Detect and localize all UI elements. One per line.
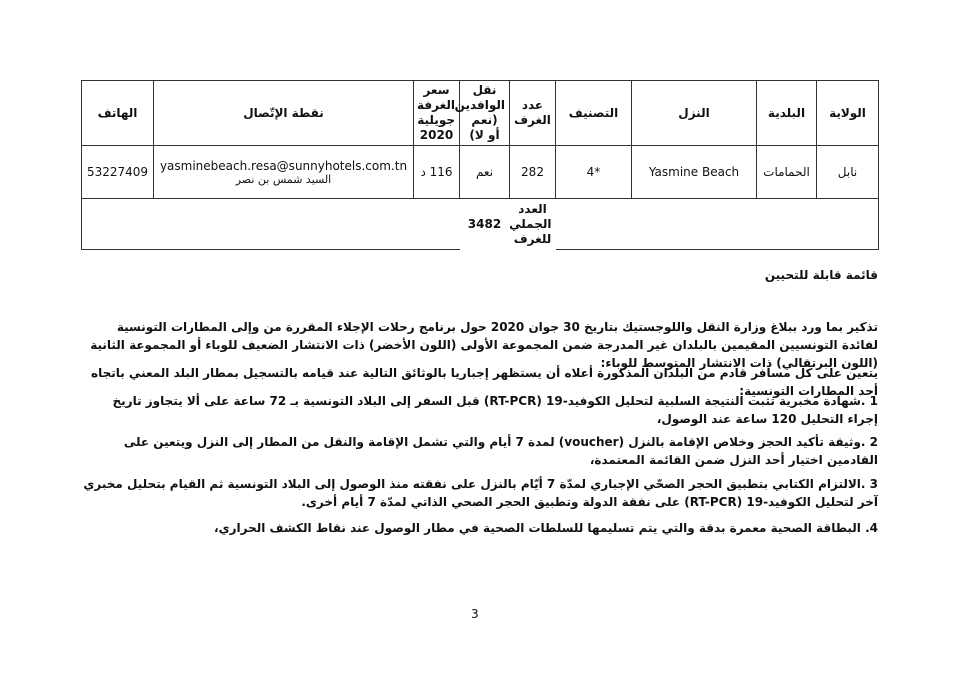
table-row xyxy=(82,146,879,199)
header-phone: الهاتف xyxy=(82,81,154,146)
cell-transport: نعم xyxy=(460,146,510,199)
header-hotel: النزل xyxy=(632,81,757,146)
cell-contact xyxy=(154,146,414,199)
cell-hotel: Yasmine Beach xyxy=(632,146,757,199)
cell-classification: 4* xyxy=(556,146,632,199)
header-contact: نقطة الإتّصال xyxy=(154,81,414,146)
page-number: 3 xyxy=(471,607,479,621)
contact-email-link[interactable]: yasminebeach.resa@sunnyhotels.com.tn xyxy=(159,158,408,173)
total-spacer-left xyxy=(82,199,460,250)
total-label xyxy=(510,199,556,250)
cell-price: 116 د xyxy=(414,146,460,199)
header-transport: نقل الوافدين (نعم أو لا) xyxy=(460,81,510,146)
list-item-4: 4. البطاقة الصحية معمرة بدقة والتي يتم تسليمها للسلطات الصحية في مطار الوصول عند نقاط الكشف الحراري، xyxy=(214,521,878,535)
header-wilaya: الولاية xyxy=(817,81,879,146)
header-rooms: عدد الغرف xyxy=(510,81,556,146)
cell-rooms: 282 xyxy=(510,146,556,199)
total-value: 3482 xyxy=(467,217,502,232)
table-header-row xyxy=(82,81,879,146)
cell-baladia: الحمامات xyxy=(757,146,817,199)
obligation-paragraph: يتعين على كل مسافر قادم من البلدان المذكورة أعلاه أن يستظهر إجباريا بالوثائق التالية عند قيامه بالتسجيل بمطار البلد المعني باتجاه أحد المطارات التونسية: xyxy=(91,366,878,398)
header-price: سعر الغرفة جويلية 2020 xyxy=(414,81,460,146)
cell-phone: 53227409 xyxy=(82,146,154,199)
header-classification: التصنيف xyxy=(556,81,632,146)
list-item-3: 3 .الالتزام الكتابي بتطبيق الحجر الصحّي الإجباري لمدّة 7 أيّام بالنزل على نفقته منذ الوصول إلى البلاد التونسية ثم القيام بتحليل مخبري آخر لتحليل الكوفيد-19 (RT-PCR) على نفقة الدولة وتطبيق الحجر الصحي الذاتي لمدّة 7 أيام أخرى. xyxy=(83,477,878,509)
section-title: قائمة قابلة للتحيين xyxy=(764,268,878,282)
total-label-text: العدد الجملي للغرف xyxy=(509,201,552,246)
intro-paragraph: تذكير بما ورد ببلاغ وزارة النقل واللوجستيك بتاريخ 30 جوان 2020 حول برنامج رحلات الإجلاء المقررة من وإلى المطارات التونسية لفائدة التونسيين المقيمين بالبلدان غير المدرجة ضمن المجموعة الأولى (اللون الأخضر) ذات الانتشار الضعيف للوباء أو المجموعة الثانية (اللون البرتقالي) ذات الانتشار المتوسط للوباء: xyxy=(90,320,878,370)
list-item-1: 1 .شهادة مخبرية تثبت النتيجة السلبية لتحليل الكوفيد-19 (RT-PCR) قبل السفر إلى البلاد التونسية بـ 72 ساعة على ألا يتجاوز تاريخ إجراء التحليل 120 ساعة عند الوصول، xyxy=(112,394,878,426)
hotel-table xyxy=(81,80,879,250)
cell-wilaya: نابل xyxy=(817,146,879,199)
total-row xyxy=(82,199,879,250)
contact-name: السيد شمس بن نصر xyxy=(235,172,332,186)
total-spacer-right xyxy=(556,199,879,250)
list-item-2: 2 .وثيقة تأكيد الحجز وخلاص الإقامة بالنزل (voucher) لمدة 7 أيام والتي تشمل الإقامة والنقل من المطار إلى النزل ويتعين على القادمين اختيار أحد النزل ضمن القائمة المعتمدة، xyxy=(123,435,878,467)
header-baladia: البلدية xyxy=(757,81,817,146)
